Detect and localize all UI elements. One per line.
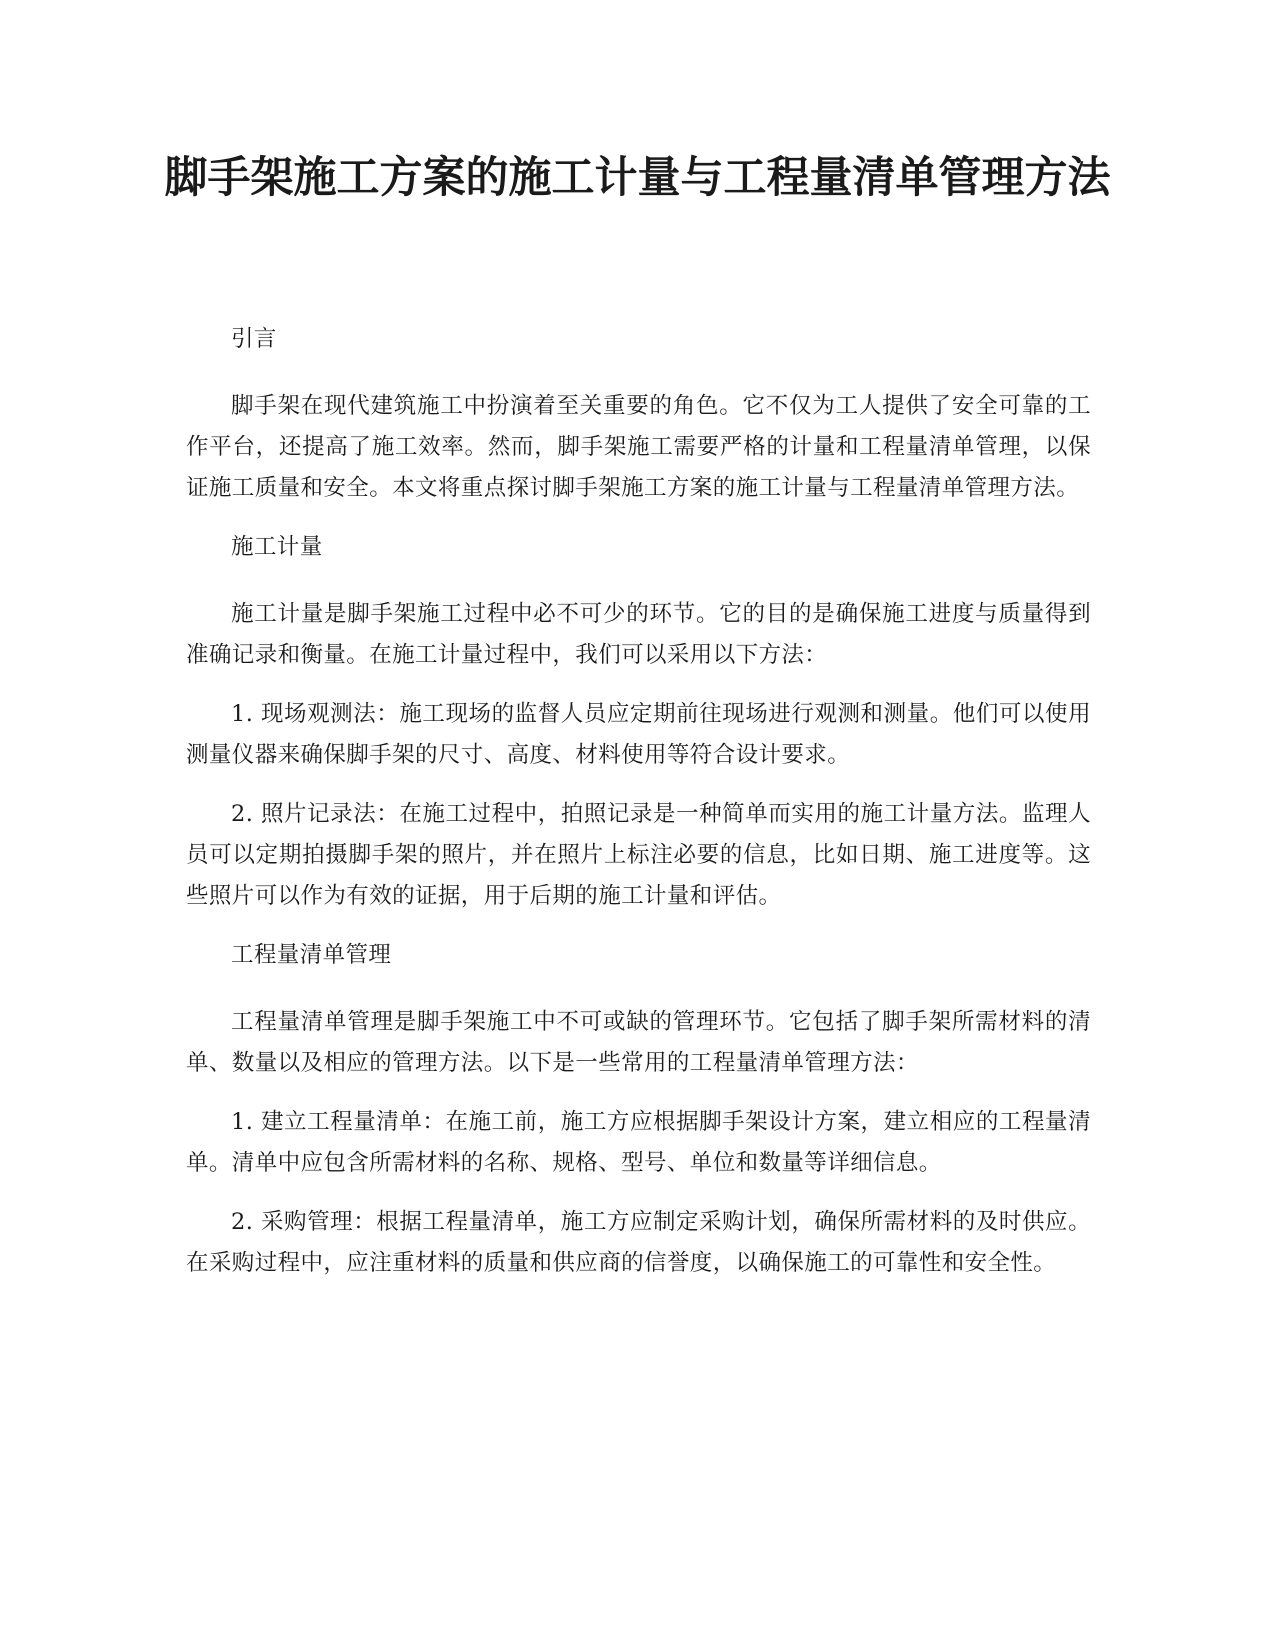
document-title: 脚手架施工方案的施工计量与工程量清单管理方法 <box>164 153 1111 203</box>
quantity-list-method-1: 1. 建立工程量清单：在施工前，施工方应根据脚手架设计方案，建立相应的工程量清单。清单中应包含所需材料的名称、规格、型号、单位和数量等详细信息。 <box>186 1109 1091 1176</box>
section-heading-intro: 引言 <box>231 326 277 352</box>
document-body <box>186 319 1091 1302</box>
intro-paragraph: 脚手架在现代建筑施工中扮演着至关重要的角色。它不仅为工人提供了安全可靠的工作平台，还提高了施工效率。然而，脚手架施工需要严格的计量和工程量清单管理，以保证施工质量和安全。本文将重点探讨脚手架施工方案的施工计量与工程量清单管理方法。 <box>186 393 1091 501</box>
section-heading-measurement: 施工计量 <box>231 534 323 560</box>
section-heading-quantity-list: 工程量清单管理 <box>231 942 392 968</box>
quantity-list-method-2: 2. 采购管理：根据工程量清单，施工方应制定采购计划，确保所需材料的及时供应。在采购过程中，应注重材料的质量和供应商的信誉度，以确保施工的可靠性和安全性。 <box>186 1209 1091 1276</box>
measurement-paragraph: 施工计量是脚手架施工过程中必不可少的环节。它的目的是确保施工进度与质量得到准确记录和衡量。在施工计量过程中，我们可以采用以下方法： <box>186 601 1091 668</box>
measurement-method-1: 1. 现场观测法：施工现场的监督人员应定期前往现场进行观测和测量。他们可以使用测量仪器来确保脚手架的尺寸、高度、材料使用等符合设计要求。 <box>186 701 1091 768</box>
measurement-method-2: 2. 照片记录法：在施工过程中，拍照记录是一种简单而实用的施工计量方法。监理人员可以定期拍摄脚手架的照片，并在照片上标注必要的信息，比如日期、施工进度等。这些照片可以作为有效的证据，用于后期的施工计量和评估。 <box>186 801 1091 909</box>
quantity-list-paragraph: 工程量清单管理是脚手架施工中不可或缺的管理环节。它包括了脚手架所需材料的清单、数量以及相应的管理方法。以下是一些常用的工程量清单管理方法： <box>186 1009 1091 1076</box>
